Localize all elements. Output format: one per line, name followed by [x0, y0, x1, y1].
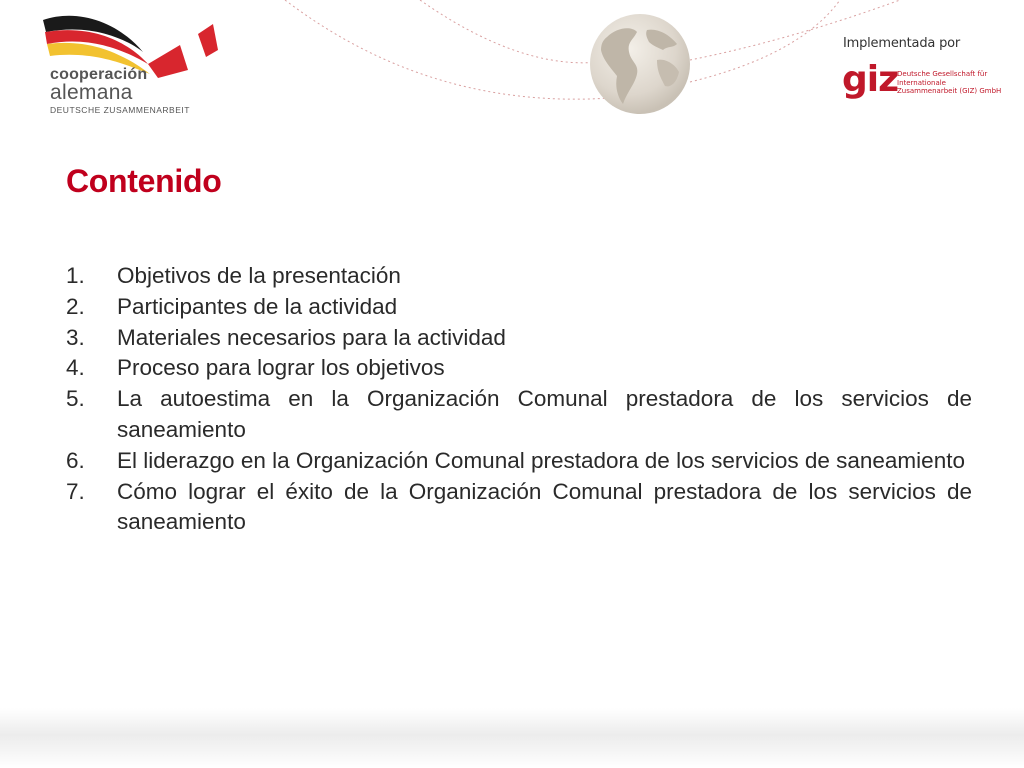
- item-text: Proceso para lograr los objetivos: [117, 355, 445, 381]
- giz-logo: [842, 60, 1002, 108]
- item-number: 7.: [66, 478, 85, 504]
- item-number: 4.: [66, 355, 85, 381]
- bottom-fade-band: [0, 708, 1024, 768]
- item-number: 1.: [66, 263, 85, 288]
- slide-title: Contenido: [66, 163, 222, 199]
- contents-item: [66, 292, 972, 323]
- logo-text-alemana: alemana: [50, 81, 133, 104]
- item-text: Objetivos de la presentación: [117, 263, 401, 288]
- item-number: 6.: [66, 447, 85, 473]
- giz-wordmark: giz: [842, 59, 899, 100]
- item-text: Materiales necesarios para la actividad: [117, 324, 506, 350]
- item-text: Participantes de la actividad: [117, 293, 398, 319]
- contents-item: [66, 261, 972, 292]
- globe-icon: [587, 12, 693, 116]
- giz-full-name: Deutsche Gesellschaft für Internationale Zusammenarbeit (GIZ) GmbH: [897, 70, 1002, 95]
- contents-item: [66, 323, 972, 354]
- contents-item: [66, 384, 972, 446]
- item-number: 3.: [66, 324, 85, 350]
- item-number: 2.: [66, 293, 85, 319]
- item-text: La autoestima en la Organización Comunal prestadora de los servicios de saneamiento: [117, 386, 972, 442]
- contents-list: [66, 261, 972, 538]
- cooperacion-alemana-logo: [38, 12, 238, 122]
- logo-text-cooperacion: cooperación: [50, 66, 148, 83]
- contents-item: [66, 446, 972, 477]
- logo-text-deutsche-zusammenarbeit: DEUTSCHE ZUSAMMENARBEIT: [50, 105, 190, 115]
- item-text: Cómo lograr el éxito de la Organización Comunal prestadora de los servicios de saneamiento: [117, 478, 972, 535]
- item-number: 5.: [66, 386, 85, 412]
- implementer-tagline: Implementada por: [843, 36, 961, 51]
- item-text: El liderazgo en la Organización Comunal prestadora de los servicios de saneamiento: [117, 447, 965, 473]
- contents-item: [66, 353, 972, 384]
- contents-item: [66, 477, 972, 539]
